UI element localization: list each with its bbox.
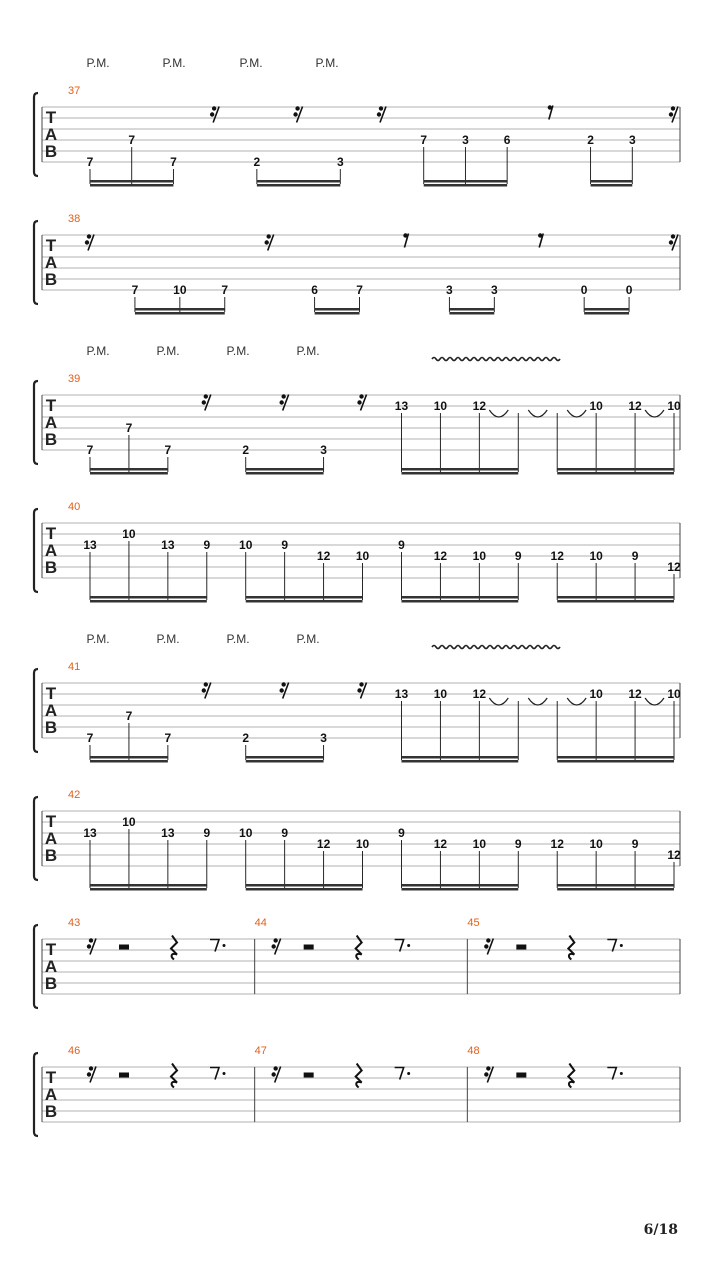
measure-number: 37 bbox=[68, 85, 81, 97]
beam bbox=[401, 760, 518, 763]
palm-mute-label: P.M. bbox=[239, 56, 263, 70]
fret-number: 7 bbox=[131, 283, 139, 297]
system-bracket bbox=[34, 221, 38, 304]
fret-number: 9 bbox=[203, 826, 211, 840]
measure-number: 41 bbox=[68, 661, 81, 673]
rest-dot bbox=[620, 944, 623, 947]
fret-number: 7 bbox=[221, 283, 229, 297]
rest-flag-dot bbox=[357, 688, 361, 692]
tab-clef-letter: A bbox=[44, 541, 58, 560]
page-number: 6/18 bbox=[643, 1222, 678, 1238]
fret-number: 13 bbox=[161, 826, 175, 840]
fret-number: 13 bbox=[83, 826, 97, 840]
fret-number: 13 bbox=[394, 399, 409, 413]
tab-clef-letter: B bbox=[44, 558, 58, 577]
fret-number: 2 bbox=[587, 133, 594, 147]
beam bbox=[246, 596, 363, 599]
half-rest-icon bbox=[516, 945, 526, 950]
rest-flag-dot bbox=[87, 944, 91, 948]
rest-flag-dot bbox=[273, 1066, 277, 1070]
fret-number: 9 bbox=[203, 538, 211, 552]
tie-arc bbox=[489, 698, 508, 705]
beam bbox=[557, 760, 674, 763]
tab-clef-letter: A bbox=[44, 957, 58, 976]
beam bbox=[424, 184, 507, 187]
tab-clef-letter: B bbox=[44, 142, 58, 161]
beam bbox=[257, 184, 340, 187]
measure-number: 39 bbox=[68, 373, 81, 385]
fret-number: 7 bbox=[164, 731, 172, 745]
half-rest-icon bbox=[304, 945, 314, 950]
rest-flag-dot bbox=[202, 688, 206, 692]
fret-number: 10 bbox=[122, 815, 136, 829]
tab-system bbox=[34, 632, 681, 763]
beam bbox=[246, 472, 324, 475]
system-bracket bbox=[34, 797, 38, 880]
fret-number: 12 bbox=[472, 399, 487, 413]
measure-number: 43 bbox=[68, 917, 81, 929]
fret-number: 9 bbox=[631, 837, 639, 851]
vibrato-wave-icon bbox=[432, 646, 560, 649]
measure-number: 48 bbox=[467, 1045, 480, 1057]
palm-mute-label: P.M. bbox=[296, 632, 320, 646]
beam bbox=[557, 884, 674, 887]
fret-number: 7 bbox=[86, 731, 94, 745]
fret-number: 10 bbox=[433, 687, 448, 701]
tab-clef-letter: B bbox=[44, 974, 58, 993]
palm-mute-label: P.M. bbox=[86, 344, 110, 358]
beam bbox=[90, 180, 173, 183]
beam bbox=[246, 756, 324, 759]
rest-flag-dot bbox=[484, 1072, 488, 1076]
fret-number: 12 bbox=[667, 560, 681, 574]
tab-clef-letter: T bbox=[45, 524, 57, 543]
tab-clef-letter: T bbox=[45, 108, 57, 127]
rest-flag-dot bbox=[379, 106, 383, 110]
rest-flag-dot bbox=[89, 1066, 93, 1070]
fret-number: 10 bbox=[472, 837, 487, 851]
fret-number: 2 bbox=[242, 443, 250, 457]
rest-flag-dot bbox=[264, 240, 268, 244]
fret-number: 9 bbox=[514, 837, 522, 851]
fret-number: 12 bbox=[628, 399, 642, 413]
beam bbox=[591, 184, 633, 187]
fret-number: 10 bbox=[589, 687, 603, 701]
rest-flag-dot bbox=[281, 394, 285, 398]
palm-mute-label: P.M. bbox=[86, 632, 110, 646]
system-bracket bbox=[34, 1053, 38, 1136]
beam bbox=[557, 468, 674, 471]
tie-arc bbox=[528, 698, 547, 705]
rest-flag-dot bbox=[212, 106, 216, 110]
fret-number: 7 bbox=[164, 443, 172, 457]
beam bbox=[315, 308, 360, 311]
palm-mute-label: P.M. bbox=[156, 344, 180, 358]
tab-clef-letter: T bbox=[45, 940, 57, 959]
fret-number: 12 bbox=[628, 687, 642, 701]
measure-number: 44 bbox=[254, 917, 267, 929]
system-bracket bbox=[34, 381, 38, 464]
fret-number: 7 bbox=[125, 709, 133, 723]
tab-clef-letter: B bbox=[44, 1102, 58, 1121]
half-rest-icon bbox=[516, 1073, 526, 1078]
rest-dot bbox=[407, 944, 410, 947]
fret-number: 10 bbox=[472, 549, 487, 563]
rest-flag-dot bbox=[210, 112, 214, 116]
half-rest-icon bbox=[304, 1073, 314, 1078]
beam bbox=[449, 308, 494, 311]
beam bbox=[401, 756, 518, 759]
beam bbox=[246, 468, 324, 471]
rest-flag-dot bbox=[87, 1072, 91, 1076]
tab-system bbox=[34, 56, 680, 187]
fret-number: 10 bbox=[589, 837, 603, 851]
fret-number: 10 bbox=[173, 283, 187, 297]
beam bbox=[246, 600, 363, 603]
tab-system bbox=[34, 501, 681, 603]
fret-number: 7 bbox=[128, 133, 136, 147]
fret-number: 10 bbox=[667, 399, 681, 413]
fret-number: 9 bbox=[281, 538, 289, 552]
rest-flag-dot bbox=[204, 394, 208, 398]
fret-number: 7 bbox=[125, 421, 133, 435]
fret-number: 3 bbox=[462, 133, 469, 147]
fret-number: 12 bbox=[316, 549, 331, 563]
half-rest-icon bbox=[119, 945, 129, 950]
rest-flag-dot bbox=[538, 233, 542, 237]
fret-number: 13 bbox=[394, 687, 409, 701]
fret-number: 10 bbox=[239, 538, 253, 552]
beam bbox=[90, 596, 207, 599]
tab-system bbox=[34, 213, 680, 315]
palm-mute-label: P.M. bbox=[296, 344, 320, 358]
tab-clef-letter: T bbox=[45, 236, 57, 255]
tab-clef-letter: A bbox=[44, 1085, 58, 1104]
palm-mute-label: P.M. bbox=[226, 344, 250, 358]
rest-flag-dot bbox=[486, 1066, 490, 1070]
fret-number: 10 bbox=[239, 826, 253, 840]
system-bracket bbox=[34, 925, 38, 1008]
tie-arc bbox=[567, 410, 586, 417]
fret-number: 10 bbox=[355, 549, 370, 563]
measure-number: 45 bbox=[467, 917, 480, 929]
fret-number: 10 bbox=[122, 527, 136, 541]
fret-number: 9 bbox=[398, 826, 405, 840]
palm-mute-label: P.M. bbox=[86, 56, 110, 70]
beam bbox=[557, 596, 674, 599]
tab-clef-letter: B bbox=[44, 846, 58, 865]
vibrato-wave-icon bbox=[432, 358, 560, 361]
beam bbox=[257, 180, 340, 183]
fret-number: 6 bbox=[503, 133, 511, 147]
fret-number: 10 bbox=[589, 549, 603, 563]
beam bbox=[90, 884, 207, 887]
fret-number: 10 bbox=[667, 687, 681, 701]
tab-clef-letter: A bbox=[44, 701, 58, 720]
fret-number: 2 bbox=[242, 731, 250, 745]
tab-system bbox=[34, 344, 681, 475]
rest-flag-dot bbox=[266, 234, 270, 238]
beam bbox=[401, 884, 518, 887]
fret-number: 3 bbox=[628, 133, 636, 147]
fret-number: 3 bbox=[490, 283, 498, 297]
fret-number: 12 bbox=[472, 687, 487, 701]
rest-dot bbox=[223, 1072, 226, 1075]
tab-clef-letter: T bbox=[45, 684, 57, 703]
measure-number: 46 bbox=[68, 1045, 81, 1057]
half-rest-icon bbox=[119, 1073, 129, 1078]
rest-flag-dot bbox=[85, 240, 89, 244]
beam bbox=[557, 756, 674, 759]
palm-mute-label: P.M. bbox=[156, 632, 180, 646]
rest-flag-dot bbox=[403, 233, 407, 237]
beam bbox=[591, 180, 633, 183]
palm-mute-label: P.M. bbox=[315, 56, 339, 70]
beam bbox=[557, 472, 674, 475]
beam bbox=[90, 184, 173, 187]
fret-number: 12 bbox=[550, 837, 564, 851]
tab-clef-letter: A bbox=[44, 413, 58, 432]
beam bbox=[449, 312, 494, 315]
beam bbox=[424, 180, 507, 183]
tab-system bbox=[34, 1045, 680, 1136]
rest-flag-dot bbox=[359, 394, 363, 398]
fret-number: 9 bbox=[631, 549, 639, 563]
beam bbox=[90, 600, 207, 603]
fret-number: 12 bbox=[667, 848, 681, 862]
rest-flag-dot bbox=[271, 1072, 275, 1076]
fret-number: 3 bbox=[446, 283, 453, 297]
measure-number: 40 bbox=[68, 501, 81, 513]
rest-flag-dot bbox=[89, 938, 93, 942]
fret-number: 7 bbox=[86, 155, 94, 169]
beam bbox=[90, 468, 168, 471]
fret-number: 7 bbox=[86, 443, 94, 457]
beam bbox=[401, 600, 518, 603]
rest-flag-dot bbox=[484, 944, 488, 948]
palm-mute-label: P.M. bbox=[162, 56, 186, 70]
rest-flag-dot bbox=[669, 112, 673, 116]
tab-clef-letter: T bbox=[45, 1068, 57, 1087]
tab-clef-letter: B bbox=[44, 270, 58, 289]
fret-number: 9 bbox=[514, 549, 522, 563]
rest-dot bbox=[407, 1072, 410, 1075]
beam bbox=[557, 888, 674, 891]
rest-flag-dot bbox=[271, 944, 275, 948]
rest-flag-dot bbox=[293, 112, 297, 116]
system-bracket bbox=[34, 93, 38, 176]
tab-clef-letter: A bbox=[44, 829, 58, 848]
beam bbox=[246, 884, 363, 887]
system-bracket bbox=[34, 669, 38, 752]
fret-number: 13 bbox=[83, 538, 97, 552]
fret-number: 12 bbox=[550, 549, 564, 563]
fret-number: 3 bbox=[320, 443, 327, 457]
beam bbox=[135, 312, 225, 315]
beam bbox=[401, 468, 518, 471]
measure-number: 38 bbox=[68, 213, 81, 225]
beam bbox=[401, 472, 518, 475]
tie-arc bbox=[528, 410, 547, 417]
rest-flag-dot bbox=[548, 105, 552, 109]
beam bbox=[584, 308, 629, 311]
rest-flag-dot bbox=[671, 106, 675, 110]
beam bbox=[90, 760, 168, 763]
palm-mute-label: P.M. bbox=[226, 632, 250, 646]
fret-number: 9 bbox=[398, 538, 405, 552]
fret-number: 0 bbox=[625, 283, 633, 297]
beam bbox=[246, 888, 363, 891]
fret-number: 10 bbox=[355, 837, 370, 851]
rest-flag-dot bbox=[377, 112, 381, 116]
fret-number: 0 bbox=[580, 283, 588, 297]
tie-arc bbox=[489, 410, 508, 417]
fret-number: 9 bbox=[281, 826, 289, 840]
tab-clef-letter: T bbox=[45, 396, 57, 415]
tie-arc bbox=[645, 698, 664, 705]
tab-clef-letter: A bbox=[44, 125, 58, 144]
fret-number: 7 bbox=[356, 283, 363, 297]
rest-dot bbox=[620, 1072, 623, 1075]
beam bbox=[584, 312, 629, 315]
rest-flag-dot bbox=[273, 938, 277, 942]
fret-number: 3 bbox=[336, 155, 344, 169]
rest-flag-dot bbox=[359, 682, 363, 686]
beam bbox=[246, 760, 324, 763]
rest-flag-dot bbox=[669, 240, 673, 244]
fret-number: 10 bbox=[433, 399, 448, 413]
rest-flag-dot bbox=[279, 400, 283, 404]
fret-number: 12 bbox=[433, 549, 448, 563]
fret-number: 10 bbox=[589, 399, 603, 413]
tab-system bbox=[34, 789, 681, 891]
rest-flag-dot bbox=[295, 106, 299, 110]
tie-arc bbox=[567, 698, 586, 705]
rest-flag-dot bbox=[279, 688, 283, 692]
fret-number: 7 bbox=[170, 155, 177, 169]
beam bbox=[135, 308, 225, 311]
beam bbox=[90, 472, 168, 475]
measure-number: 47 bbox=[254, 1045, 267, 1057]
tie-arc bbox=[645, 410, 664, 417]
rest-flag-dot bbox=[202, 400, 206, 404]
fret-number: 7 bbox=[420, 133, 428, 147]
fret-number: 12 bbox=[433, 837, 448, 851]
beam bbox=[90, 756, 168, 759]
rest-flag-dot bbox=[281, 682, 285, 686]
fret-number: 2 bbox=[253, 155, 261, 169]
beam bbox=[401, 888, 518, 891]
rest-flag-dot bbox=[357, 400, 361, 404]
beam bbox=[315, 312, 360, 315]
fret-number: 6 bbox=[311, 283, 318, 297]
rest-flag-dot bbox=[87, 234, 91, 238]
fret-number: 12 bbox=[316, 837, 331, 851]
rest-flag-dot bbox=[204, 682, 208, 686]
system-bracket bbox=[34, 509, 38, 592]
tab-clef-letter: T bbox=[45, 812, 57, 831]
rest-flag-dot bbox=[486, 938, 490, 942]
rest-flag-dot bbox=[671, 234, 675, 238]
tab-system bbox=[34, 917, 680, 1008]
fret-number: 13 bbox=[161, 538, 175, 552]
fret-number: 3 bbox=[320, 731, 327, 745]
measure-number: 42 bbox=[68, 789, 81, 801]
tab-clef-letter: A bbox=[44, 253, 58, 272]
beam bbox=[401, 596, 518, 599]
tab-clef-letter: B bbox=[44, 430, 58, 449]
beam bbox=[557, 600, 674, 603]
rest-dot bbox=[223, 944, 226, 947]
beam bbox=[90, 888, 207, 891]
tab-clef-letter: B bbox=[44, 718, 58, 737]
